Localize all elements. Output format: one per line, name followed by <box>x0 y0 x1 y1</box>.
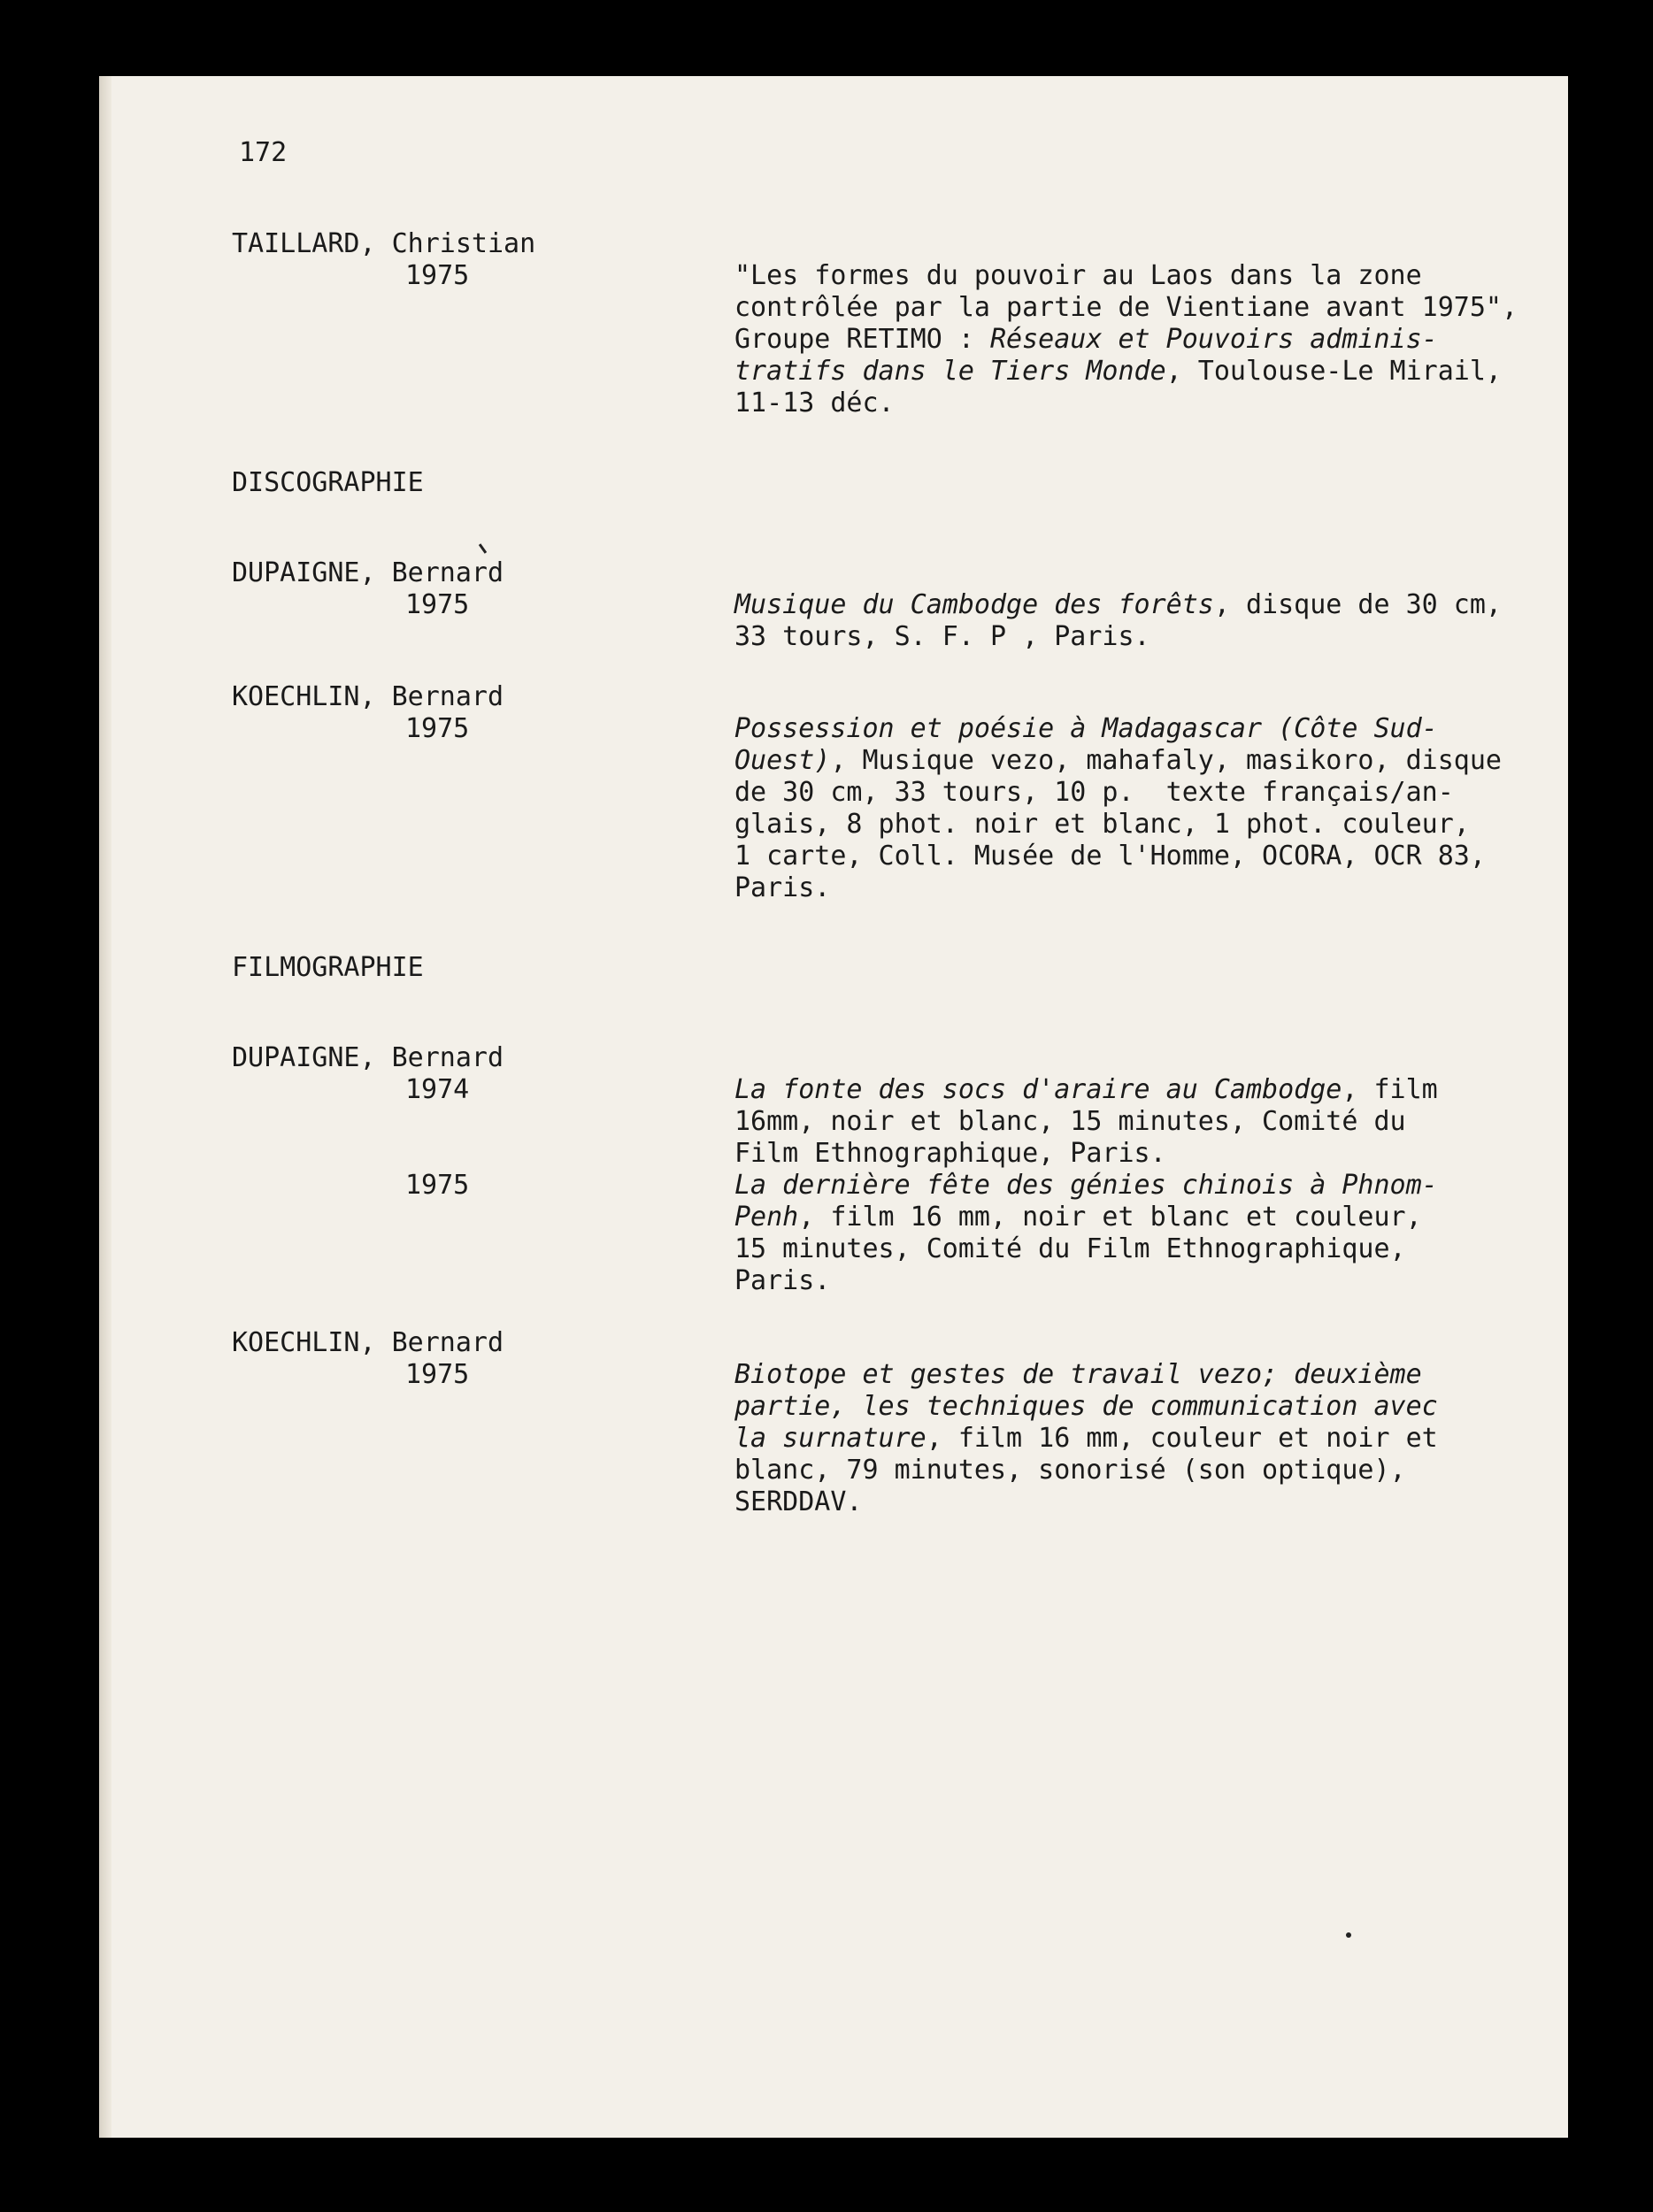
disco-koechlin-line-1: Possession et poésie à Madagascar (Côte Sud- <box>734 713 1438 744</box>
taillard-line-5: 11-13 déc. <box>734 388 895 419</box>
taillard-line-2: contrôlée par la partie de Vientiane avant 1975", <box>734 292 1518 323</box>
film-author-koechlin: KOECHLIN, Bernard <box>232 1327 504 1358</box>
film-koechlin-line-3-rest: , film 16 mm, couleur et noir et <box>926 1423 1438 1454</box>
film-dupaigne-1-line-1 <box>734 1074 1438 1106</box>
taillard-line-3-a: Groupe RETIMO : <box>734 324 990 355</box>
film-dupaigne-2-line-1: La dernière fête des génies chinois à Phnom- <box>734 1170 1438 1201</box>
disco-author-dupaigne: DUPAIGNE, Bernard <box>232 557 504 588</box>
disco-koechlin-line-2-italic: Ouest) <box>734 745 831 776</box>
film-author-dupaigne: DUPAIGNE, Bernard <box>232 1042 504 1073</box>
disco-dupaigne-title: Musique du Cambodge des forêts <box>734 589 1214 620</box>
page-number: 172 <box>239 137 288 168</box>
film-year-dupaigne-1: 1974 <box>405 1074 470 1105</box>
stray-dot <box>1346 1932 1351 1938</box>
taillard-line-4-rest: , Toulouse-Le Mirail, <box>1165 356 1502 387</box>
taillard-line-3 <box>734 324 1438 356</box>
taillard-line-1: "Les formes du pouvoir au Laos dans la zone <box>734 260 1422 291</box>
taillard-line-3-italic: Réseaux et Pouvoirs adminis- <box>989 324 1438 355</box>
disco-dupaigne-line-2: 33 tours, S. F. P , Paris. <box>734 621 1150 652</box>
film-koechlin-line-5: SERDDAV. <box>734 1486 863 1517</box>
film-dupaigne-1-line-3: Film Ethnographique, Paris. <box>734 1138 1166 1169</box>
film-koechlin-line-3 <box>734 1423 1438 1455</box>
disco-year-dupaigne: 1975 <box>405 589 470 620</box>
section-heading-filmographie: FILMOGRAPHIE <box>232 952 424 983</box>
disco-year-koechlin: 1975 <box>405 713 470 744</box>
disco-koechlin-line-5: 1 carte, Coll. Musée de l'Homme, OCORA, OCR 83, <box>734 841 1486 872</box>
film-dupaigne-2-line-2-rest: , film 16 mm, noir et blanc et couleur, <box>798 1202 1422 1233</box>
film-dupaigne-2-line-2 <box>734 1202 1422 1233</box>
film-koechlin-line-1: Biotope et gestes de travail vezo; deuxième <box>734 1359 1422 1390</box>
page-edge <box>99 76 111 2138</box>
film-dupaigne-1-line-2: 16mm, noir et blanc, 15 minutes, Comité du <box>734 1106 1406 1137</box>
section-heading-discographie: DISCOGRAPHIE <box>232 467 424 498</box>
entry-year-taillard: 1975 <box>405 260 470 291</box>
film-year-koechlin: 1975 <box>405 1359 470 1390</box>
film-dupaigne-2-line-2-italic: Penh <box>734 1202 799 1233</box>
film-year-dupaigne-2: 1975 <box>405 1170 470 1201</box>
film-koechlin-line-2: partie, les techniques de communication avec <box>734 1391 1438 1422</box>
disco-koechlin-line-2-rest: , Musique vezo, mahafaly, masikoro, disque <box>830 745 1502 776</box>
film-koechlin-line-4: blanc, 79 minutes, sonorisé (son optique), <box>734 1455 1406 1486</box>
disco-koechlin-line-6: Paris. <box>734 872 831 903</box>
taillard-line-4-italic: tratifs dans le Tiers Monde <box>734 356 1166 387</box>
disco-dupaigne-line-1-rest: , disque de 30 cm, <box>1213 589 1502 620</box>
film-koechlin-line-3-italic: la surnature <box>734 1423 926 1454</box>
disco-koechlin-line-2 <box>734 745 1502 777</box>
film-dupaigne-2-line-3: 15 minutes, Comité du Film Ethnographique, <box>734 1233 1406 1264</box>
film-dupaigne-2-line-4: Paris. <box>734 1265 831 1296</box>
film-dupaigne-1-line-1-rest: , film <box>1342 1074 1438 1105</box>
disco-koechlin-line-3: de 30 cm, 33 tours, 10 p. texte français/an- <box>734 777 1454 808</box>
film-dupaigne-1-title: La fonte des socs d'araire au Cambodge <box>734 1074 1342 1105</box>
taillard-line-4 <box>734 356 1502 388</box>
disco-dupaigne-line-1 <box>734 589 1502 621</box>
disco-author-koechlin: KOECHLIN, Bernard <box>232 681 504 712</box>
disco-koechlin-line-4: glais, 8 phot. noir et blanc, 1 phot. couleur, <box>734 809 1470 840</box>
entry-author-taillard: TAILLARD, Christian <box>232 228 536 259</box>
